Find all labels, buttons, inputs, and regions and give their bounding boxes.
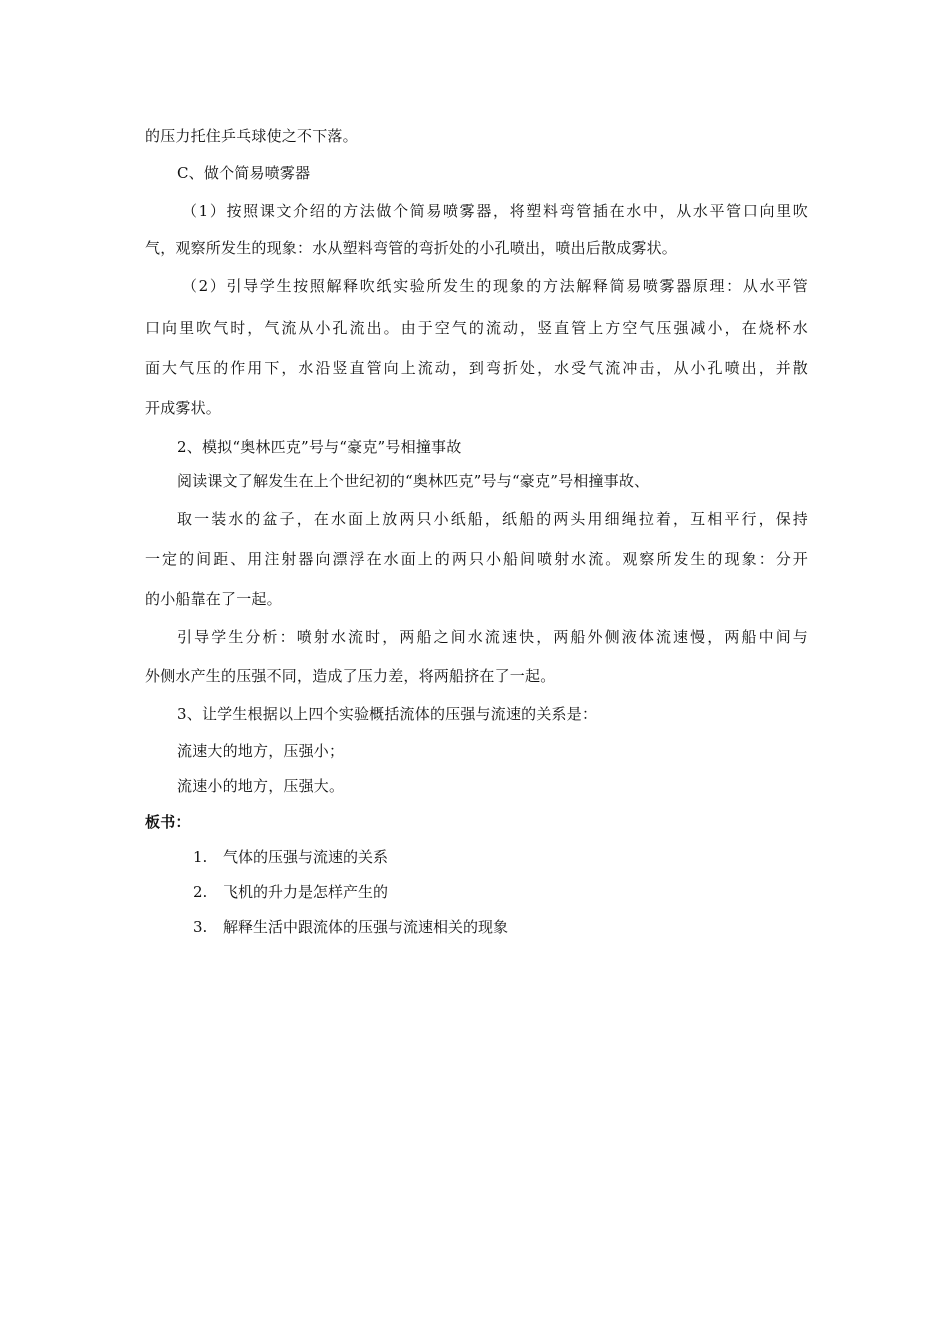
board-item-2 [193, 882, 388, 902]
text-line-9: 2、模拟“奥林匹克”号与“豪克”号相撞事故 [177, 438, 462, 456]
text-line-16: 3、让学生根据以上四个实验概括流体的压强与流速的关系是： [177, 705, 598, 723]
text-line-18: 流速小的地方，压强大。 [177, 777, 345, 795]
text-line-5: （2）引导学生按照解释吹纸实验所发生的现象的方法解释简易喷雾器原理：从水平管 [182, 277, 808, 295]
board-item-number: 1. [193, 848, 208, 866]
text-line-2: C、做个简易喷雾器 [177, 164, 311, 182]
text-line-12: 一定的间距、用注射器向漂浮在水面上的两只小船间喷射水流。观察所发生的现象：分开 [145, 550, 808, 568]
text-line-10: 阅读课文了解发生在上个世纪初的“奥林匹克”号与“豪克”号相撞事故、 [177, 472, 650, 490]
board-item-text: 解释生活中跟流体的压强与流速相关的现象 [223, 918, 509, 936]
text-line-3: （1）按照课文介绍的方法做个简易喷雾器，将塑料弯管插在水中，从水平管口向里吹 [182, 202, 808, 220]
text-line-11: 取一装水的盆子，在水面上放两只小纸船，纸船的两头用细绳拉着，互相平行，保持 [177, 510, 808, 528]
text-line-13: 的小船靠在了一起。 [145, 590, 282, 608]
board-item-number: 3. [193, 918, 208, 936]
board-item-1 [193, 847, 388, 867]
text-line-17: 流速大的地方，压强小； [177, 742, 345, 760]
board-title: 板书： [145, 813, 191, 831]
board-item-text: 飞机的升力是怎样产生的 [223, 883, 389, 901]
text-line-8: 开成雾状。 [145, 399, 222, 417]
board-item-3 [193, 917, 508, 937]
text-line-6: 口向里吹气时，气流从小孔流出。由于空气的流动，竖直管上方空气压强减小，在烧杯水 [145, 319, 808, 337]
text-line-1: 的压力托住乒乓球使之不下落。 [145, 127, 358, 145]
text-line-7: 面大气压的作用下，水沿竖直管向上流动，到弯折处，水受气流冲击，从小孔喷出，并散 [145, 359, 808, 377]
text-line-4: 气，观察所发生的现象：水从塑料弯管的弯折处的小孔喷出，喷出后散成雾状。 [145, 239, 678, 257]
board-item-text: 气体的压强与流速的关系 [223, 848, 389, 866]
board-item-number: 2. [193, 883, 208, 901]
text-line-15: 外侧水产生的压强不同，造成了压力差，将两船挤在了一起。 [145, 667, 556, 685]
text-line-14: 引导学生分析：喷射水流时，两船之间水流速快，两船外侧液体流速慢，两船中间与 [177, 628, 808, 646]
